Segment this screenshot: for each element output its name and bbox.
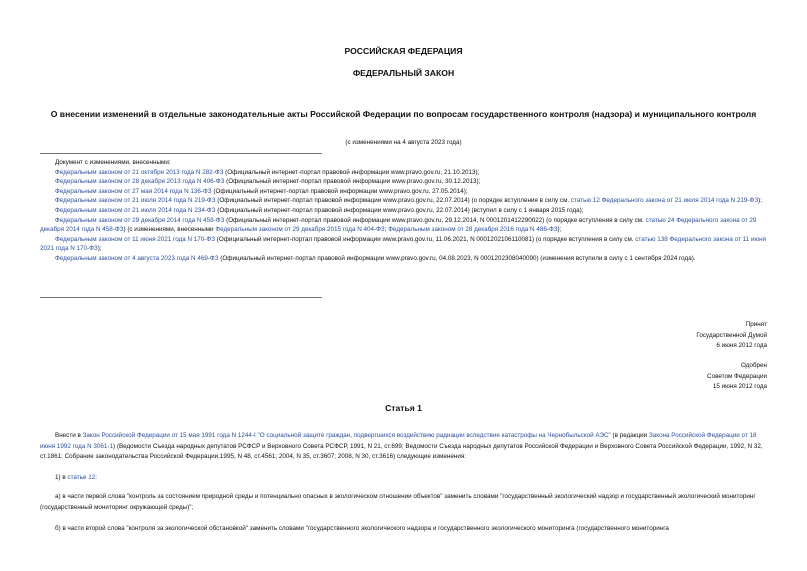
adopted-label: Принят <box>745 321 767 328</box>
change-item: Федеральным законом от 29 декабря 2014 года N 458-ФЗ (Официальный интернет-портал правовой информации www.pravo.gov.ru, 29.12.2014, N 0001201412290022) (о порядке вступления в силу см. статью 24 Федерального закона от 29 декабря 2014 года N 458-ФЗ) (с изменениями, внесенными Федеральным законом от 29 декабря 2015 года N 404-ФЗ; Федеральным законом от 28 декабря 2016 года N 486-ФЗ); <box>40 216 757 234</box>
edition-note: (с изменениями на 4 августа 2023 года) <box>345 139 462 146</box>
article-body-3 <box>40 492 767 513</box>
article-heading: Статья 1 <box>385 403 422 413</box>
adopted-body: Государственной Думой <box>696 331 767 339</box>
change-link[interactable]: Федеральным законом от 21 октября 2013 года N 282-ФЗ <box>55 168 224 176</box>
change-item: Федеральным законом от 27 мая 2014 года N 136-ФЗ (Официальный интернет-портал правовой информации www.pravo.gov.ru, 27.05.2014); <box>55 187 468 195</box>
change-link[interactable]: Федеральным законом от 27 мая 2014 года N 136-ФЗ <box>55 187 212 195</box>
change-link[interactable]: Федеральным законом от 21 июля 2014 года N 234-ФЗ <box>55 206 216 214</box>
change-item: Федеральным законом от 11 июня 2021 года N 170-ФЗ (Официальный интернет-портал правовой информации www.pravo.gov.ru, 11.06.2021, N 0001202106110081) (о порядке вступления в силу см. статью 138 Федерального закона от 11 июня 2021 года N 170-ФЗ); <box>40 235 767 253</box>
change-item: Федеральным законом от 21 июля 2014 года N 234-ФЗ (Официальный интернет-портал правовой информации www.pravo.gov.ru, 22.07.2014) (вступил в силу с 1 января 2015 года); <box>55 206 584 214</box>
change-link[interactable]: статью 12 Федерального закона от 21 июля 2014 года N 219-ФЗ <box>570 197 759 205</box>
change-link[interactable]: Федеральным законом от 28 декабря 2013 года N 406-ФЗ <box>55 178 225 186</box>
changes-bottom-divider <box>40 297 322 298</box>
changes-block <box>40 158 770 264</box>
country-heading: РОССИЙСКАЯ ФЕДЕРАЦИЯ <box>344 46 463 56</box>
article-body-2 <box>40 473 767 484</box>
article-12-link[interactable]: статье 12 <box>67 474 96 481</box>
law-link[interactable]: Закона Российской Федерации от 18 июня 1992 года N 3061-1 <box>40 432 757 450</box>
change-item: Федеральным законом от 21 июля 2014 года N 219-ФЗ (Официальный интернет-портал правовой информации www.pravo.gov.ru, 22.07.2014) (о порядке вступления в силу см. статью 12 Федерального закона от 21 июля 2014 года N 219-ФЗ); <box>55 197 762 205</box>
change-link[interactable]: статью 24 Федерального закона от 29 декабря 2014 года N 458-ФЗ <box>40 216 757 234</box>
change-link[interactable]: Федеральным законом от 29 декабря 2014 года N 458-ФЗ <box>55 216 225 224</box>
approved-block <box>707 361 767 393</box>
change-link[interactable]: Федеральным законом от 28 декабря 2016 года N 486-ФЗ <box>388 226 558 234</box>
approved-body: Советом Федерации <box>707 372 767 380</box>
article-paragraph: 1) в статье 12: <box>55 474 97 481</box>
law-link[interactable]: Закон Российской Федерации от 15 мая 1991 года N 1244-I "О социальной защите граждан, подвергшихся воздействию радиации вследствие катастрофы на Чернобыльской АЭС" <box>82 432 611 439</box>
approved-label: Одобрен <box>740 362 767 369</box>
change-link[interactable]: Федеральным законом от 4 августа 2023 года N 469-ФЗ <box>55 254 219 262</box>
change-item: Федеральным законом от 21 октября 2013 года N 282-ФЗ (Официальный интернет-портал правовой информации www.pravo.gov.ru, 21.10.2013); <box>55 168 480 176</box>
change-link[interactable]: Федеральным законом от 29 декабря 2015 года N 404-ФЗ <box>215 226 385 234</box>
article-paragraph: б) в части второй слова "контроля за экологической обстановкой" заменить словами "государственного экологического надзора и государственного экологического мониторинга (государственного мониторинга <box>55 525 669 532</box>
document-title: О внесении изменений в отдельные законодательные акты Российской Федерации по вопросам государственного контроля (надзора) и муниципального контроля <box>50 109 757 119</box>
change-item: Федеральным законом от 28 декабря 2013 года N 406-ФЗ (Официальный интернет-портал правовой информации www.pravo.gov.ru, 30.12.2013); <box>55 178 481 186</box>
doc-type-heading: ФЕДЕРАЛЬНЫЙ ЗАКОН <box>352 68 455 78</box>
adopted-date: 6 июня 2012 года <box>716 342 767 349</box>
article-paragraph: а) в части первой слова "контроль за состоянием природной среды и потенциально опасных в экологическом отношении объектов" заменить словами "государственный экологический надзор и государственный экологический мониторинг (государственный мониторинг окружающей среды)"; <box>40 493 756 511</box>
change-link[interactable]: статью 138 Федерального закона от 11 июня 2021 года N 170-ФЗ <box>40 235 767 253</box>
change-item: Федеральным законом от 4 августа 2023 года N 469-ФЗ (Официальный интернет-портал правовой информации www.pravo.gov.ru, 04.08.2023, N 0001202308040090) (изменения вступили в силу с 1 сентября 2024 года). <box>55 254 696 262</box>
article-body-4 <box>40 524 767 535</box>
adopted-block <box>696 320 767 352</box>
changes-top-divider <box>40 153 322 154</box>
change-link[interactable]: Федеральным законом от 21 июля 2014 года N 219-ФЗ <box>55 197 216 205</box>
change-link[interactable]: Федеральным законом от 11 июня 2021 года N 170-ФЗ <box>55 235 215 243</box>
article-body <box>40 431 767 463</box>
changes-intro: Документ с изменениями, внесенными: <box>55 159 171 166</box>
article-paragraph: Внести в Закон Российской Федерации от 15 мая 1991 года N 1244-I "О социальной защите граждан, подвергшихся воздействию радиации вследствие катастрофы на Чернобыльской АЭС" (в редакции Закона Российской Федерации от 18 июня 1992 года N 3061-1) (Ведомости Съезда народных депутатов РСФСР и Верховного Совета РСФСР, 1991, N 21, ст.699; Ведомости Съезда народных депутатов Российской Федерации и Верховного Совета Российской Федерации, 1992, N 32, ст.1861; Собрание законодательства Российской Федерации,1995, N 48, ст.4561; 2004, N 35, ст.3607; 2008, N 30, ст.3616) следующие изменения: <box>40 432 763 461</box>
approved-date: 15 июня 2012 года <box>712 383 767 390</box>
